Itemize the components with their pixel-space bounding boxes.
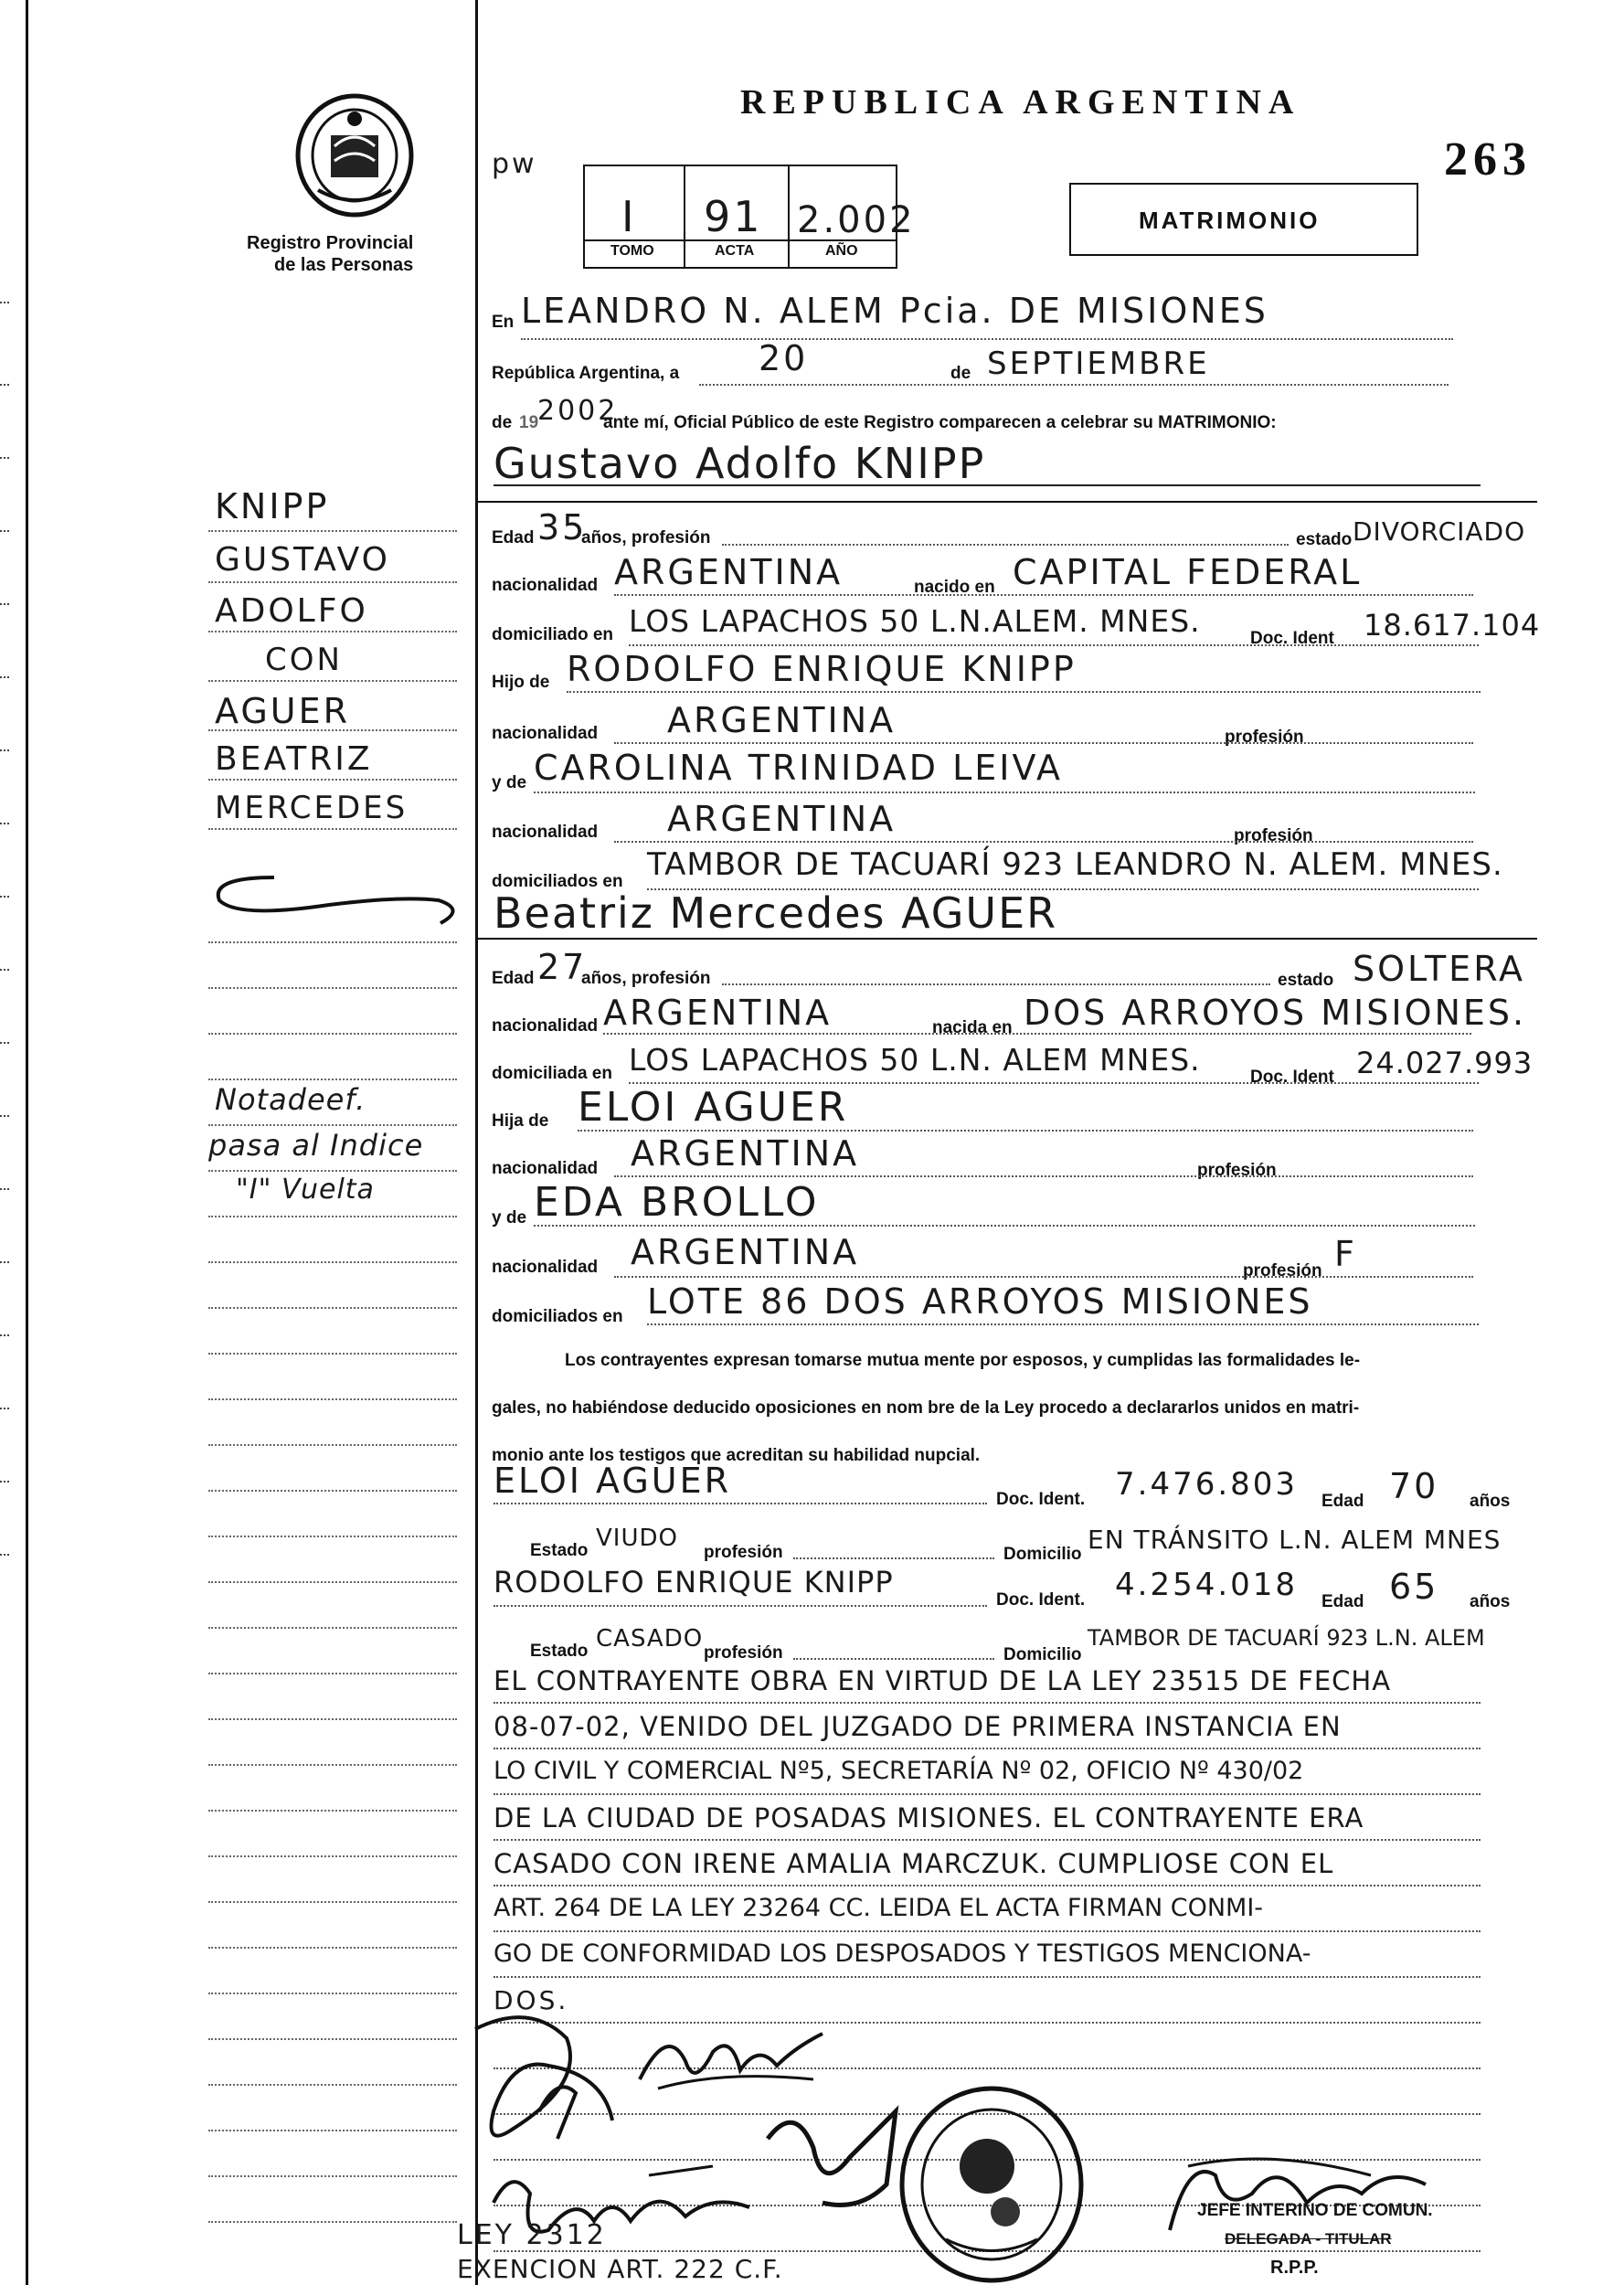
margin-name-6: BEATRIZ <box>215 740 373 778</box>
observation-line-7: GO DE CONFORMIDAD LOS DESPOSADOS Y TESTIGOS MENCIONA- <box>494 1940 1311 1968</box>
bride-nat-label: nacionalidad <box>492 1016 599 1036</box>
statement-line-1: Los contrayentes expresan tomarse mutua mente por esposos, y cumplidas las formalidades le- <box>565 1351 1361 1370</box>
record-type: MATRIMONIO <box>1139 207 1321 234</box>
day-value: 20 <box>759 338 809 378</box>
bride-nacida-label: nacida en <box>932 1018 1013 1037</box>
groom-anos-label: años, profesión <box>581 528 711 547</box>
witness1-name: ELOI AGUER <box>494 1461 732 1501</box>
witness1-edad-label: Edad <box>1321 1492 1364 1511</box>
bride-dom-label: domiciliada en <box>492 1064 612 1083</box>
witness1-address: EN TRÁNSITO L.N. ALEM MNES <box>1088 1525 1502 1555</box>
witness2-doc-label: Doc. Ident. <box>996 1590 1086 1610</box>
registry-line-2: de las Personas <box>274 255 414 275</box>
bride-mother: EDA BROLLO <box>534 1179 820 1226</box>
bride-parents-address: LOTE 86 DOS ARROYOS MISIONES <box>647 1281 1313 1322</box>
observation-line-8: DOS. <box>494 1985 569 2015</box>
stamp-line-3: R.P.P. <box>1270 2258 1319 2278</box>
statement-line-3: monio ante los testigos que acreditan su habilidad nupcial. <box>492 1446 981 1465</box>
observation-line-6: ART. 264 DE LA LEY 23264 CC. LEIDA EL ACTA FIRMAN CONMI- <box>494 1894 1264 1922</box>
bride-father-nat: ARGENTINA <box>631 1133 860 1174</box>
witness2-name: RODOLFO ENRIQUE KNIPP <box>494 1565 894 1600</box>
corner-note: pw <box>492 148 537 180</box>
law-reference: LEY 2312 <box>457 2219 607 2251</box>
witness1-prof-label: profesión <box>704 1543 783 1562</box>
republica-label: República Argentina, a <box>492 364 680 383</box>
bride-nationality: ARGENTINA <box>603 993 833 1033</box>
acta-value: 91 <box>704 192 763 241</box>
observation-line-4: DE LA CIUDAD DE POSADAS MISIONES. EL CONTRAYENTE ERA <box>494 1802 1364 1833</box>
bride-yde-label: y de <box>492 1208 527 1228</box>
bride-address: LOS LAPACHOS 50 L.N. ALEM MNES. <box>629 1042 1201 1078</box>
bride-mother-nat-label: nacionalidad <box>492 1258 599 1277</box>
stamp-line-1: JEFE INTERINO DE COMUN. <box>1197 2201 1433 2220</box>
bride-edad-label: Edad <box>492 969 535 988</box>
observation-line-3: LO CIVIL Y COMERCIAL Nº5, SECRETARÍA Nº 02, OFICIO Nº 430/02 <box>494 1757 1304 1785</box>
bride-estado-label: estado <box>1278 971 1334 990</box>
groom-doc: 18.617.104 <box>1364 608 1541 643</box>
margin-name-3: ADOLFO <box>215 592 368 630</box>
page-number: 263 <box>1444 133 1532 186</box>
bride-birthplace: DOS ARROYOS MISIONES. <box>1024 993 1527 1033</box>
groom-mother-prof-label: profesión <box>1234 826 1313 845</box>
margin-divider-line <box>475 0 478 2285</box>
bride-domiciliados-label: domiciliados en <box>492 1307 623 1326</box>
bride-name: Beatriz Mercedes AGUER <box>494 888 1058 938</box>
bride-mother-nat: ARGENTINA <box>631 1232 860 1272</box>
month-value: SEPTIEMBRE <box>987 345 1210 382</box>
witness1-dom-label: Domicilio <box>1003 1545 1082 1564</box>
groom-mother-nat-label: nacionalidad <box>492 823 599 842</box>
groom-parents-address: TAMBOR DE TACUARÍ 923 LEANDRO N. ALEM. MNES. <box>647 846 1503 883</box>
bride-status: SOLTERA <box>1353 949 1526 989</box>
groom-estado-label: estado <box>1296 530 1353 549</box>
groom-dom-label: domiciliado en <box>492 625 614 644</box>
tomo-label: TOMO <box>610 243 654 259</box>
margin-name-7: MERCEDES <box>215 790 409 826</box>
margin-note-2: pasa al Indice <box>208 1128 424 1163</box>
witness2-anos-label: años <box>1470 1592 1511 1611</box>
left-edge-line <box>26 0 28 2285</box>
bride-mother-prof-label: profesión <box>1243 1261 1322 1281</box>
groom-name: Gustavo Adolfo KNIPP <box>494 439 986 488</box>
observation-line-2: 08-07-02, VENIDO DEL JUZGADO DE PRIMERA INSTANCIA EN <box>494 1711 1342 1742</box>
witness2-age: 65 <box>1389 1567 1439 1607</box>
groom-father: RODOLFO ENRIQUE KNIPP <box>567 649 1077 689</box>
witness1-age: 70 <box>1389 1466 1439 1506</box>
witness1-doc: 7.476.803 <box>1115 1466 1299 1503</box>
margin-name-2: GUSTAVO <box>215 541 390 579</box>
witness1-estado-label: Estado <box>530 1541 589 1560</box>
groom-doc-label: Doc. Ident <box>1250 629 1334 648</box>
tomo-value: I <box>621 192 637 241</box>
ano-value: 2.002 <box>797 199 916 241</box>
groom-status: DIVORCIADO <box>1353 516 1526 547</box>
witness2-doc: 4.254.018 <box>1115 1567 1299 1603</box>
year-value: 2002 <box>537 395 619 427</box>
bride-father-nat-label: nacionalidad <box>492 1159 599 1178</box>
groom-birthplace: CAPITAL FEDERAL <box>1013 552 1363 592</box>
country-title: REPUBLICA ARGENTINA <box>740 83 1301 122</box>
comparecen-text: ante mí, Oficial Público de este Registro comparecen a celebrar su MATRIMONIO: <box>603 413 1277 432</box>
provincial-seal-icon <box>291 91 419 219</box>
groom-yde-label: y de <box>492 773 527 792</box>
margin-name-5: AGUER <box>215 691 350 731</box>
groom-father-prof-label: profesión <box>1225 728 1304 747</box>
bride-hija-label: Hija de <box>492 1111 549 1131</box>
witness1-anos-label: años <box>1470 1492 1511 1511</box>
exemption-note: EXENCION ART. 222 C.F. <box>457 2254 783 2284</box>
margin-name-1: KNIPP <box>215 486 330 526</box>
groom-domiciliados-label: domiciliados en <box>492 872 623 891</box>
witness2-prof-label: profesión <box>704 1643 783 1663</box>
margin-note-3: "I" Vuelta <box>236 1174 375 1206</box>
groom-nat-label: nacionalidad <box>492 576 599 595</box>
bride-anos-label: años, profesión <box>581 969 711 988</box>
groom-mother: CAROLINA TRINIDAD LEIVA <box>534 748 1064 788</box>
groom-address: LOS LAPACHOS 50 L.N.ALEM. MNES. <box>629 603 1201 639</box>
witness2-estado-label: Estado <box>530 1642 589 1661</box>
acta-label: ACTA <box>715 243 755 259</box>
year-prefix: 19 <box>519 413 539 432</box>
witness1-doc-label: Doc. Ident. <box>996 1490 1086 1509</box>
stamp-line-2: DELEGADA - TITULAR <box>1225 2230 1392 2248</box>
registry-line-1: Registro Provincial <box>247 233 414 253</box>
witness2-edad-label: Edad <box>1321 1592 1364 1611</box>
observation-line-1: EL CONTRAYENTE OBRA EN VIRTUD DE LA LEY 23515 DE FECHA <box>494 1665 1392 1696</box>
groom-nacido-label: nacido en <box>914 578 995 597</box>
groom-edad-label: Edad <box>492 528 535 547</box>
official-stamp-icon <box>891 2075 1092 2285</box>
observation-line-5: CASADO CON IRENE AMALIA MARCZUK. CUMPLIOSE CON EL <box>494 1848 1334 1879</box>
bride-doc-label: Doc. Ident <box>1250 1068 1334 1087</box>
margin-name-4: CON <box>265 642 343 678</box>
de-label: de <box>950 364 971 383</box>
witness1-status: VIUDO <box>596 1525 678 1552</box>
ano-label: AÑO <box>825 243 858 259</box>
bride-age: 27 <box>537 947 588 987</box>
witness2-dom-label: Domicilio <box>1003 1645 1082 1664</box>
groom-nationality: ARGENTINA <box>614 552 844 592</box>
bride-father-prof-label: profesión <box>1197 1161 1277 1180</box>
statement-line-2: gales, no habiéndose deducido oposiciones en nom bre de la Ley procedo a declararlos unidos en matri- <box>492 1398 1360 1418</box>
groom-father-nat: ARGENTINA <box>667 700 897 740</box>
groom-father-nat-label: nacionalidad <box>492 724 599 743</box>
witness2-status: CASADO <box>596 1625 704 1653</box>
groom-age: 35 <box>537 507 588 547</box>
place-value: LEANDRO N. ALEM Pcia. DE MISIONES <box>521 291 1268 331</box>
de19-label: de <box>492 413 513 432</box>
bride-doc: 24.027.993 <box>1356 1046 1534 1080</box>
margin-brace-scribble <box>201 859 475 932</box>
groom-hijo-label: Hijo de <box>492 673 550 692</box>
bride-mother-prof: F <box>1334 1234 1357 1274</box>
en-label: En <box>492 313 515 332</box>
margin-note-1: Notadeef. <box>215 1082 366 1117</box>
bride-father: ELOI AGUER <box>578 1084 849 1131</box>
witness2-address: TAMBOR DE TACUARÍ 923 L.N. ALEM <box>1088 1625 1485 1651</box>
groom-mother-nat: ARGENTINA <box>667 799 897 839</box>
